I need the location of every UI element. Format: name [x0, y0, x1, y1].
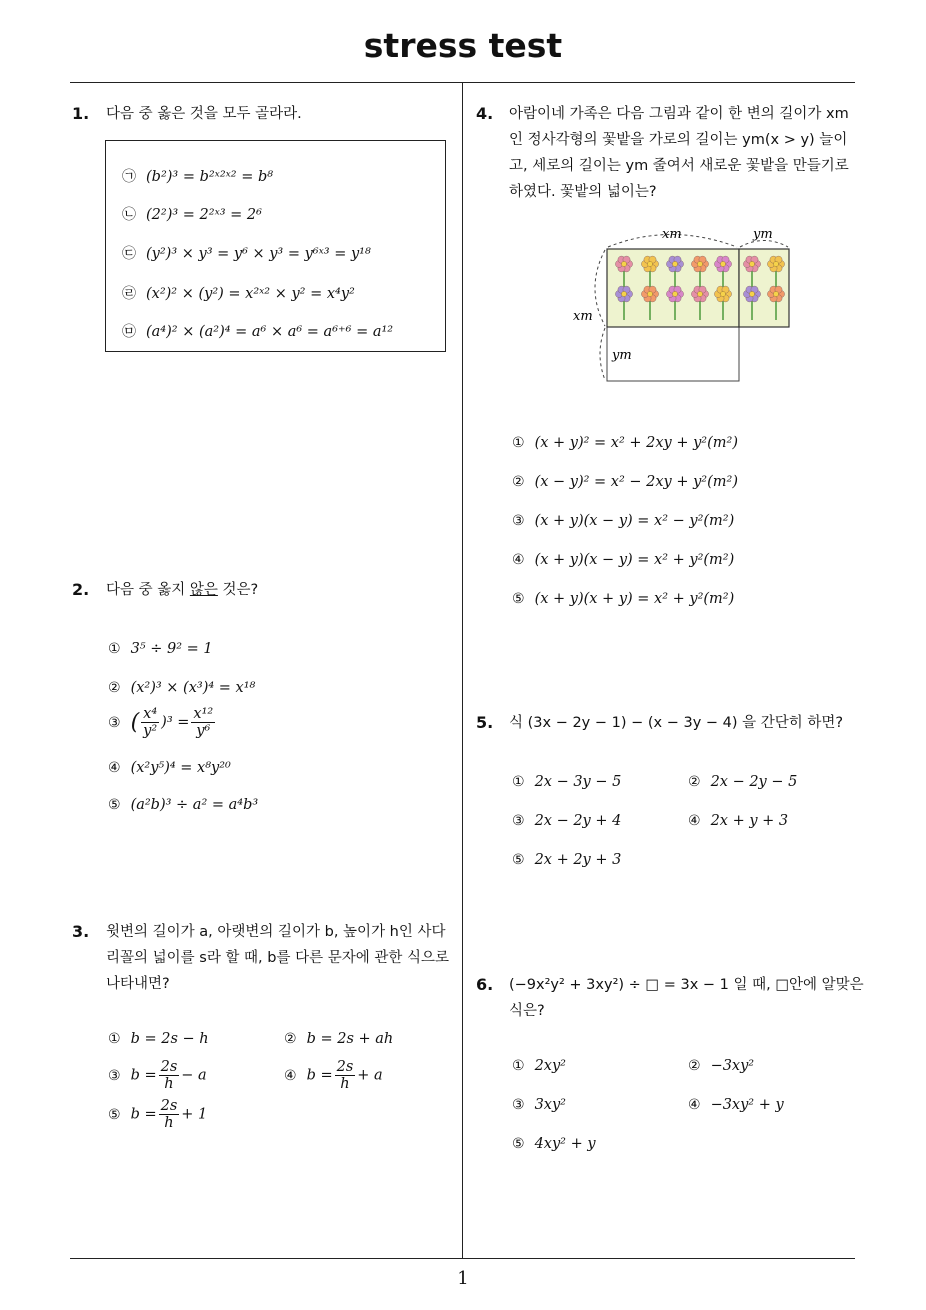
q6-number: 6. [476, 975, 494, 994]
q3-line-1: 윗변의 길이가 a, 아랫변의 길이가 b, 높이가 h인 사다 [106, 924, 446, 940]
q6-option-1[interactable]: ① 2xy² [512, 1058, 566, 1074]
q4-line-4: 하였다. 꽃밭의 넓이는? [509, 184, 657, 200]
flower-center [749, 291, 754, 296]
q6-option-2[interactable]: ② −3xy² [688, 1058, 755, 1074]
flower-center [697, 261, 702, 266]
q6-line-1: (−9x²y² + 3xy²) ÷ □ = 3x − 1 일 때, □안에 알맞은 [509, 977, 864, 993]
q5-number: 5. [476, 713, 494, 732]
label-top-x: xm [662, 227, 682, 242]
q2-option-2[interactable]: ② (x²)³ × (x³)⁴ = x¹⁸ [108, 680, 256, 696]
q5-text: 식 (3x − 2y − 1) − (x − 3y − 4) 을 간단히 하면? [509, 715, 844, 731]
q5-option-5[interactable]: ⑤ 2x + 2y + 3 [512, 852, 622, 868]
q4-option-5[interactable]: ⑤ (x + y)(x + y) = x² + y²(m²) [512, 591, 735, 607]
flower-center [647, 261, 652, 266]
q2-emphasis: 않은 [189, 582, 218, 598]
q4-line-3: 고, 세로의 길이는 ym 줄여서 새로운 꽃밭을 만들기로 [509, 158, 849, 174]
flower-center [672, 261, 677, 266]
q1-text: 다음 중 옳은 것을 모두 골라라. [106, 106, 302, 122]
flower-center [621, 291, 626, 296]
q3-option-1[interactable]: ① b = 2s − h [108, 1031, 209, 1047]
flower-center [720, 291, 725, 296]
q3-option-3[interactable]: ③ b = $\frac{2s}{h}$ − a [108, 1059, 207, 1092]
flower-center [773, 261, 778, 266]
q4-option-4[interactable]: ④ (x + y)(x − y) = x² + y²(m²) [512, 552, 735, 568]
q1-item: ㉤ (a⁴)² × (a²)⁴ = a⁶ × a⁶ = a⁶⁺⁶ = a¹² [122, 324, 394, 340]
q3-option-2[interactable]: ② b = 2s + ah [284, 1031, 394, 1047]
q1-item: ㉢ (y²)³ × y³ = y⁶ × y³ = y⁶ˣ³ = y¹⁸ [122, 246, 371, 262]
flower-center [621, 261, 626, 266]
q2-option-3[interactable]: ③ ( $\frac{\text{x⁴}}{\text{y²}}$ )³ = $\frac{\text{x¹²}}{\text{y⁶}}$ [108, 706, 214, 739]
q2-option-5[interactable]: ⑤ (a²b)³ ÷ a² = a⁴b³ [108, 797, 259, 813]
q2-number: 2. [72, 580, 90, 599]
q1-item: ㉡ (2²)³ = 2²ˣ³ = 2⁶ [122, 207, 262, 223]
bottom-rule [70, 1258, 855, 1259]
column-divider [462, 83, 463, 1258]
q2-option-1[interactable]: ① 3⁵ ÷ 9² = 1 [108, 641, 213, 657]
q5-option-3[interactable]: ③ 2x − 2y + 4 [512, 813, 622, 829]
q3-option-4[interactable]: ④ b = $\frac{2s}{h}$ + a [284, 1059, 383, 1092]
q5-option-2[interactable]: ② 2x − 2y − 5 [688, 774, 798, 790]
q3-number: 3. [72, 922, 90, 941]
q6-option-3[interactable]: ③ 3xy² [512, 1097, 566, 1113]
q3-option-5[interactable]: ⑤ b = $\frac{2s}{h}$ + 1 [108, 1098, 208, 1131]
q3-line-3: 나타내면? [106, 976, 170, 992]
flower-center [773, 291, 778, 296]
q5-option-4[interactable]: ④ 2x + y + 3 [688, 813, 789, 829]
q3-line-2: 리꼴의 넓이를 s라 할 때, b를 다른 문자에 관한 식으로 [106, 950, 449, 966]
q5-option-1[interactable]: ① 2x − 3y − 5 [512, 774, 622, 790]
flower-garden-figure [570, 222, 810, 384]
q6-line-2: 식은? [509, 1003, 545, 1019]
q2-text: 다음 중 옳지 않은 것은? [106, 582, 259, 598]
q2-option-4[interactable]: ④ (x²y⁵)⁴ = x⁸y²⁰ [108, 760, 231, 776]
q4-line-2: 인 정사각형의 꽃밭을 가로의 길이는 ym(x > y) 늘이 [509, 132, 848, 148]
page-title: stress test [363, 26, 563, 65]
q1-item: ㉠ (b²)³ = b²ˣ²ˣ² = b⁸ [122, 169, 274, 185]
flower-center [672, 291, 677, 296]
q4-option-3[interactable]: ③ (x + y)(x − y) = x² − y²(m²) [512, 513, 735, 529]
q1-item: ㉣ (x²)² × (y²) = x²ˣ² × y² = x⁴y² [122, 286, 355, 302]
label-left-x: xm [573, 309, 593, 324]
page-number: 1 [457, 1268, 469, 1289]
label-top-y: ym [753, 227, 773, 242]
q6-option-4[interactable]: ④ −3xy² + y [688, 1097, 784, 1113]
q6-option-5[interactable]: ⑤ 4xy² + y [512, 1136, 596, 1152]
flower-center [720, 261, 725, 266]
label-left-y: ym [612, 348, 632, 363]
flower-center [647, 291, 652, 296]
q4-number: 4. [476, 104, 494, 123]
q4-line-1: 아람이네 가족은 다음 그림과 같이 한 변의 길이가 xm [509, 106, 849, 122]
q1-number: 1. [72, 104, 90, 123]
flower-center [749, 261, 754, 266]
q4-option-2[interactable]: ② (x − y)² = x² − 2xy + y²(m²) [512, 474, 738, 490]
flower-center [697, 291, 702, 296]
q4-option-1[interactable]: ① (x + y)² = x² + 2xy + y²(m²) [512, 435, 738, 451]
